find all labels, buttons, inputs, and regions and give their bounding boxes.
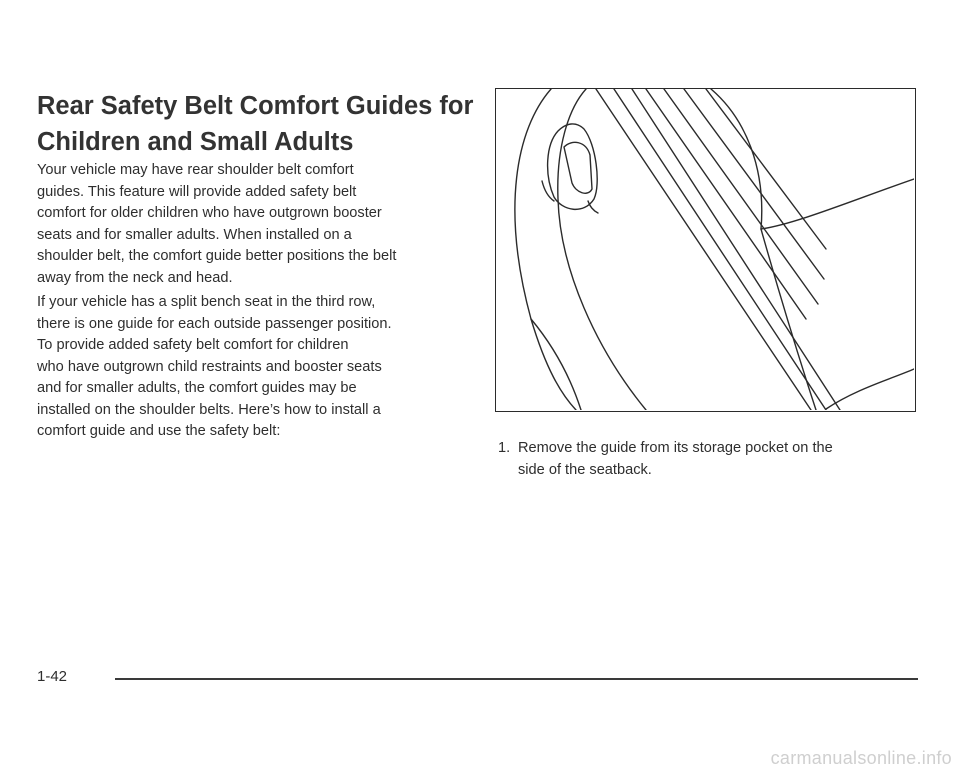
watermark-text: carmanualsonline.info — [770, 748, 952, 768]
section-heading — [37, 88, 477, 160]
paragraph-line: shoulder belt, the comfort guide better positions the belt — [37, 248, 397, 264]
paragraph-line: comfort for older children who have outgrown booster — [37, 205, 382, 221]
paragraph-line: there is one guide for each outside passenger position. — [37, 315, 392, 332]
seatback-illustration — [495, 88, 916, 412]
paragraph-line: and for smaller adults, the comfort guides may be — [37, 380, 357, 396]
paragraph-line: installed on the shoulder belts. Here’s how to install a — [37, 401, 381, 418]
page-number: 1-42 — [37, 668, 68, 685]
footer-divider — [115, 678, 918, 680]
step-line: side of the seatback. — [518, 461, 652, 478]
step-text — [518, 438, 918, 481]
step-number: 1. — [498, 440, 511, 456]
paragraph-line: seats and for smaller adults. When installed on a — [37, 226, 352, 243]
intro-paragraph — [37, 160, 477, 289]
paragraph-line: away from the neck and head. — [37, 269, 233, 286]
paragraph-line: who have outgrown child restraints and booster seats — [37, 358, 382, 375]
third-row-paragraph — [37, 292, 477, 443]
paragraph-line: comfort guide and use the safety belt: — [37, 423, 281, 439]
paragraph-line: If your vehicle has a split bench seat in the third row, — [37, 294, 376, 310]
seatback-storage-pocket-icon — [496, 89, 914, 410]
paragraph-line: Your vehicle may have rear shoulder belt comfort — [37, 162, 354, 178]
paragraph-line: To provide added safety belt comfort for children — [37, 337, 349, 353]
paragraph-line: guides. This feature will provide added safety belt — [37, 183, 357, 200]
section-heading-line-2: Children and Small Adults — [37, 128, 354, 156]
step-line: Remove the guide from its storage pocket on the — [518, 440, 833, 456]
section-heading-line-1: Rear Safety Belt Comfort Guides for — [37, 92, 474, 120]
